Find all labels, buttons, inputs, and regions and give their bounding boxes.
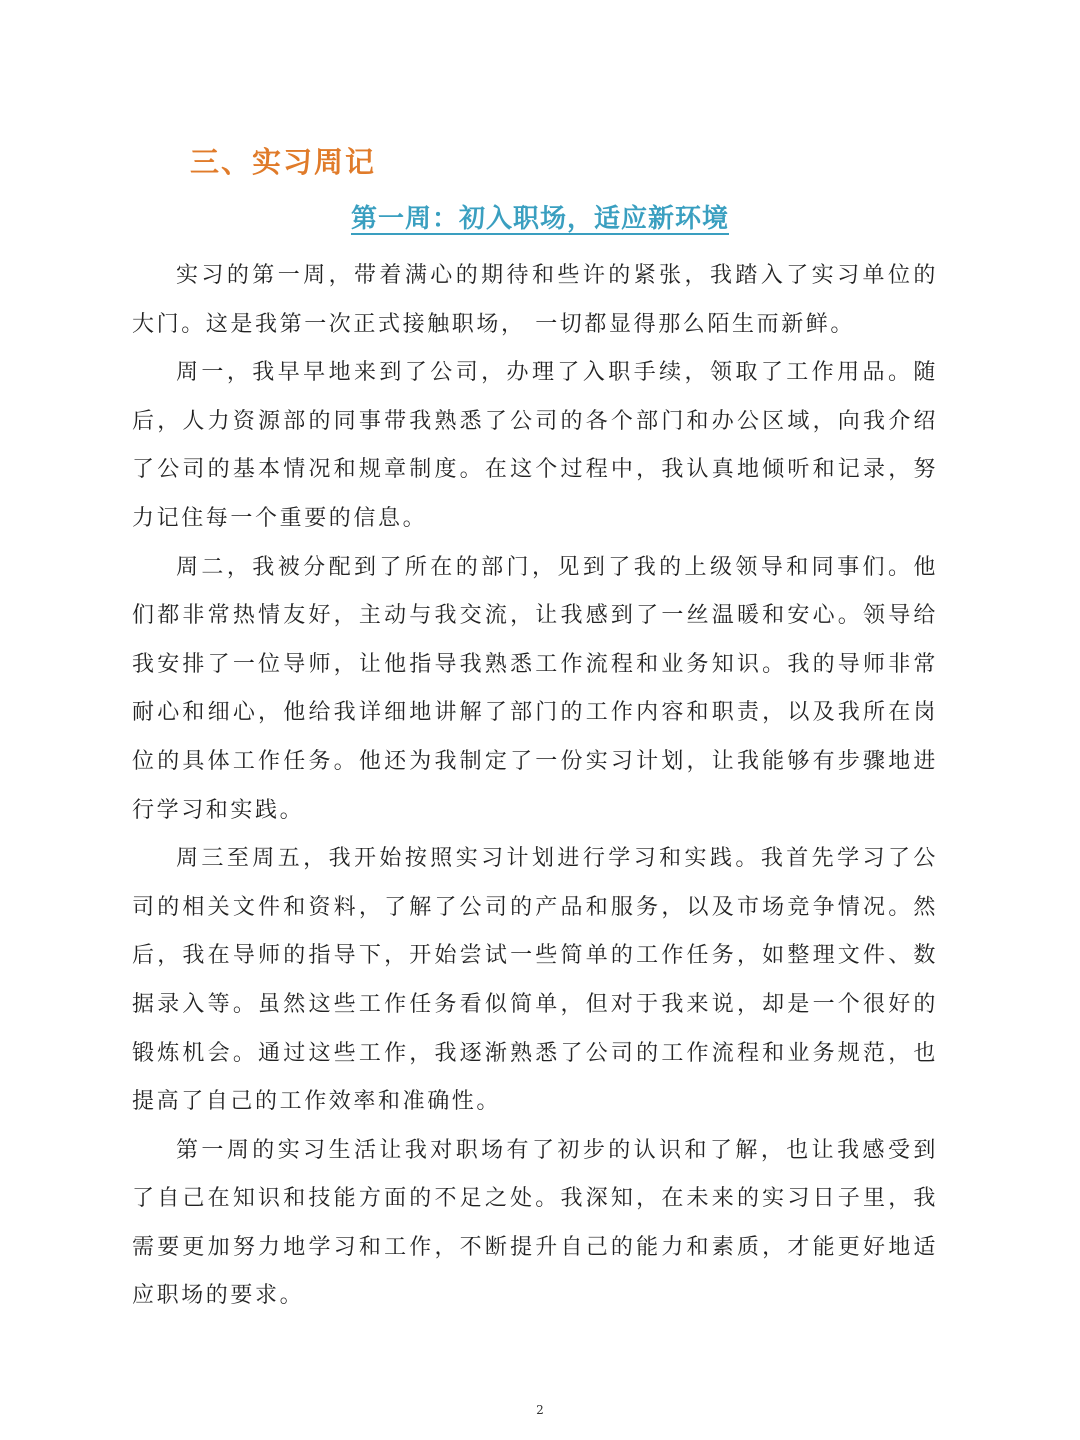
page-number: 2 bbox=[536, 1403, 544, 1417]
body-text bbox=[132, 252, 938, 1321]
paragraph-summary: 第一周的实习生活让我对职场有了初步的认识和了解，也让我感受到了自己在知识和技能方面的不足之处。我深知，在未来的实习日子里，我需要更加努力地学习和工作，不断提升自己的能力和素质，才能更好地适应职场的要求。 bbox=[132, 1137, 938, 1309]
paragraph-intro: 实习的第一周，带着满心的期待和些许的紧张，我踏入了实习单位的大门。这是我第一次正式接触职场， 一切都显得那么陌生而新鲜。 bbox=[132, 263, 938, 337]
paragraph-tuesday: 周二，我被分配到了所在的部门，见到了我的上级领导和同事们。他们都非常热情友好，主动与我交流，让我感到了一丝温暖和安心。领导给我安排了一位导师，让他指导我熟悉工作流程和业务知识。我的导师非常耐心和细心，他给我详细地讲解了部门的工作内容和职责，以及我所在岗位的具体工作任务。他还为我制定了一份实习计划，让我能够有步骤地进行学习和实践。 bbox=[132, 554, 938, 823]
section-heading: 三、实习周记 bbox=[190, 145, 377, 179]
paragraph-monday: 周一，我早早地来到了公司，办理了入职手续，领取了工作用品。随后，人力资源部的同事带我熟悉了公司的各个部门和办公区域，向我介绍了公司的基本情况和规章制度。在这个过程中，我认真地倾听和记录，努力记住每一个重要的信息。 bbox=[132, 360, 938, 531]
week-title: 第一周：初入职场，适应新环境 bbox=[350, 204, 729, 234]
paragraph-wed-fri: 周三至周五，我开始按照实习计划进行学习和实践。我首先学习了公司的相关文件和资料，了解了公司的产品和服务，以及市场竞争情况。然后，我在导师的指导下，开始尝试一些简单的工作任务，如整理文件、数据录入等。虽然这些工作任务看似简单，但对于我来说，却是一个很好的锻炼机会。通过这些工作，我逐渐熟悉了公司的工作流程和业务规范，也提高了自己的工作效率和准确性。 bbox=[132, 846, 938, 1115]
